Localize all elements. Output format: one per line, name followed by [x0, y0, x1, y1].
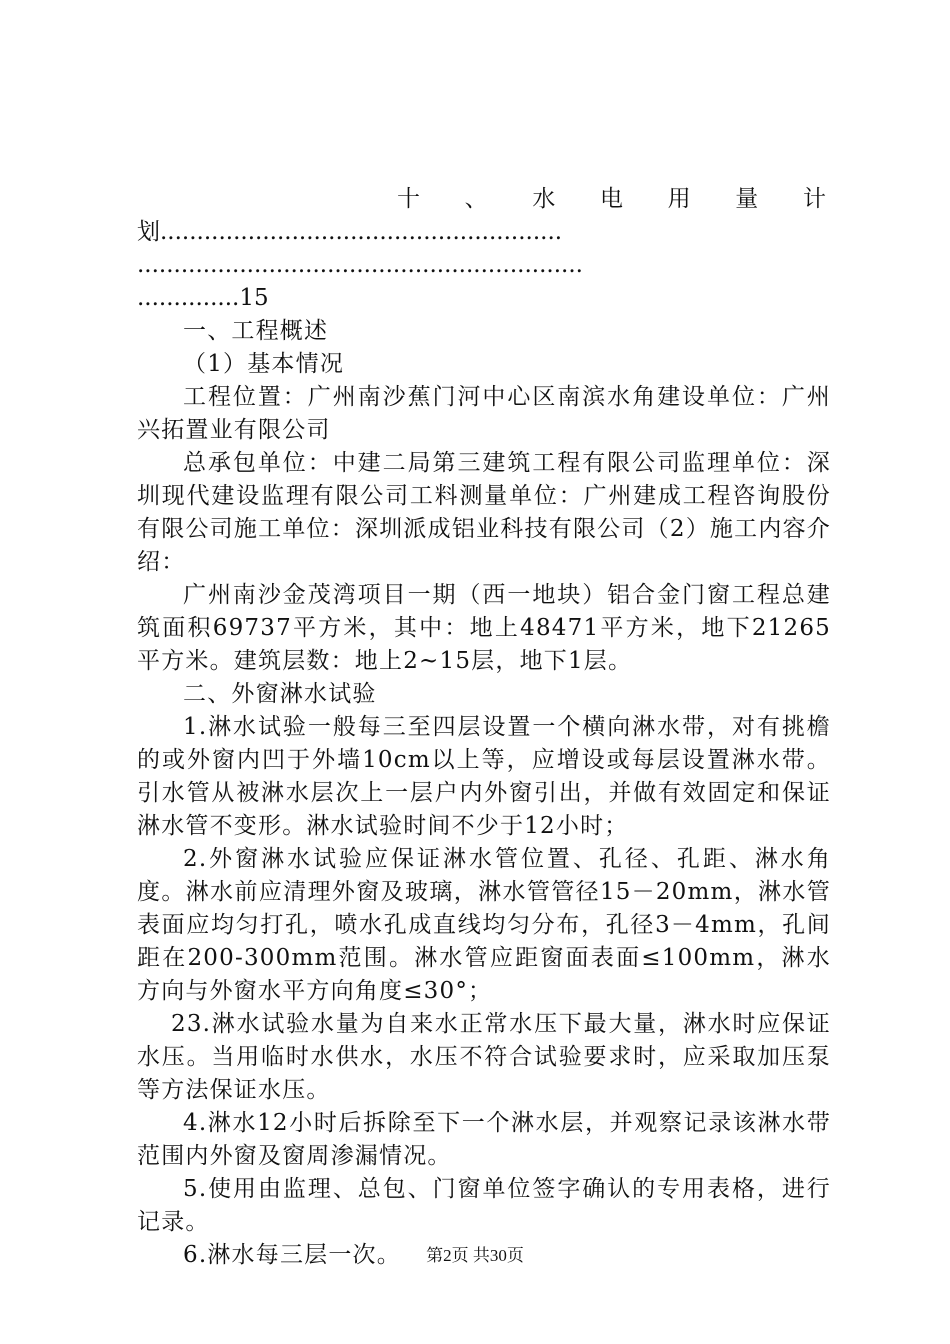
list-item: 23.淋水试验水量为自来水正常水压下最大量，淋水时应保证水压。当用临时水供水，水压不符合试验要求时，应采取加压泵等方法保证水压。	[137, 1011, 831, 1103]
document-body	[137, 168, 831, 1272]
toc-page-number: ..............15	[137, 285, 269, 311]
toc-title-char: 用	[667, 186, 691, 212]
list-item: 2.外窗淋水试验应保证淋水管位置、孔径、孔距、淋水角度。淋水前应清理外窗及玻璃，淋水管管径15－20mm，淋水管表面应均匀打孔，喷水孔成直线均匀分布，孔径3－4mm，孔间距在200-300mm范围。淋水管应距窗面表面≤100mm，淋水方向与外窗水平方向角度≤30°；	[137, 846, 831, 1004]
toc-title-char: 计	[802, 186, 826, 212]
toc-leader-line: .............................................................	[137, 252, 583, 278]
page-footer: 第2页 共30页	[426, 1246, 524, 1265]
list-item: 5.使用由监理、总包、门窗单位签字确认的专用表格，进行记录。	[137, 1176, 831, 1235]
toc-title-char: 量	[735, 186, 759, 212]
list-item: 1.淋水试验一般每三至四层设置一个横向淋水带，对有挑檐的或外窗内凹于外墙10cm以上等，应增设或每层设置淋水带。引水管从被淋水层次上一层户内外窗引出，并做有效固定和保证淋水管不变形。淋水试验时间不少于12小时；	[137, 714, 831, 839]
toc-entry-title	[137, 168, 831, 216]
toc-title-char: 水	[532, 186, 556, 212]
subsection-heading: （1）基本情况	[183, 351, 345, 377]
paragraph-area: 广州南沙金茂湾项目一期（西一地块）铝合金门窗工程总建筑面积69737平方米，其中：地上48471平方米，地下21265平方米。建筑层数：地上2~15层，地下1层。	[137, 582, 831, 674]
toc-leader-line: 划.......................................................	[137, 219, 563, 245]
paragraph-units: 总承包单位：中建二局第三建筑工程有限公司监理单位：深圳现代建设监理有限公司工料测量单位：广州建成工程咨询股份有限公司施工单位：深圳派成铝业科技有限公司（2）施工内容介绍：	[137, 450, 831, 575]
toc-title-char: 电	[599, 186, 623, 212]
section-heading: 二、外窗淋水试验	[183, 681, 377, 707]
toc-title-char: 、	[464, 186, 488, 212]
toc-title-char: 十	[397, 186, 420, 212]
list-item: 6.淋水每三层一次。	[183, 1242, 401, 1268]
list-item: 4.淋水12小时后拆除至下一个淋水层，并观察记录该淋水带范围内外窗及窗周渗漏情况。	[137, 1110, 831, 1169]
section-heading: 一、工程概述	[183, 318, 329, 344]
paragraph-location: 工程位置：广州南沙蕉门河中心区南滨水角建设单位：广州兴拓置业有限公司	[137, 384, 831, 443]
